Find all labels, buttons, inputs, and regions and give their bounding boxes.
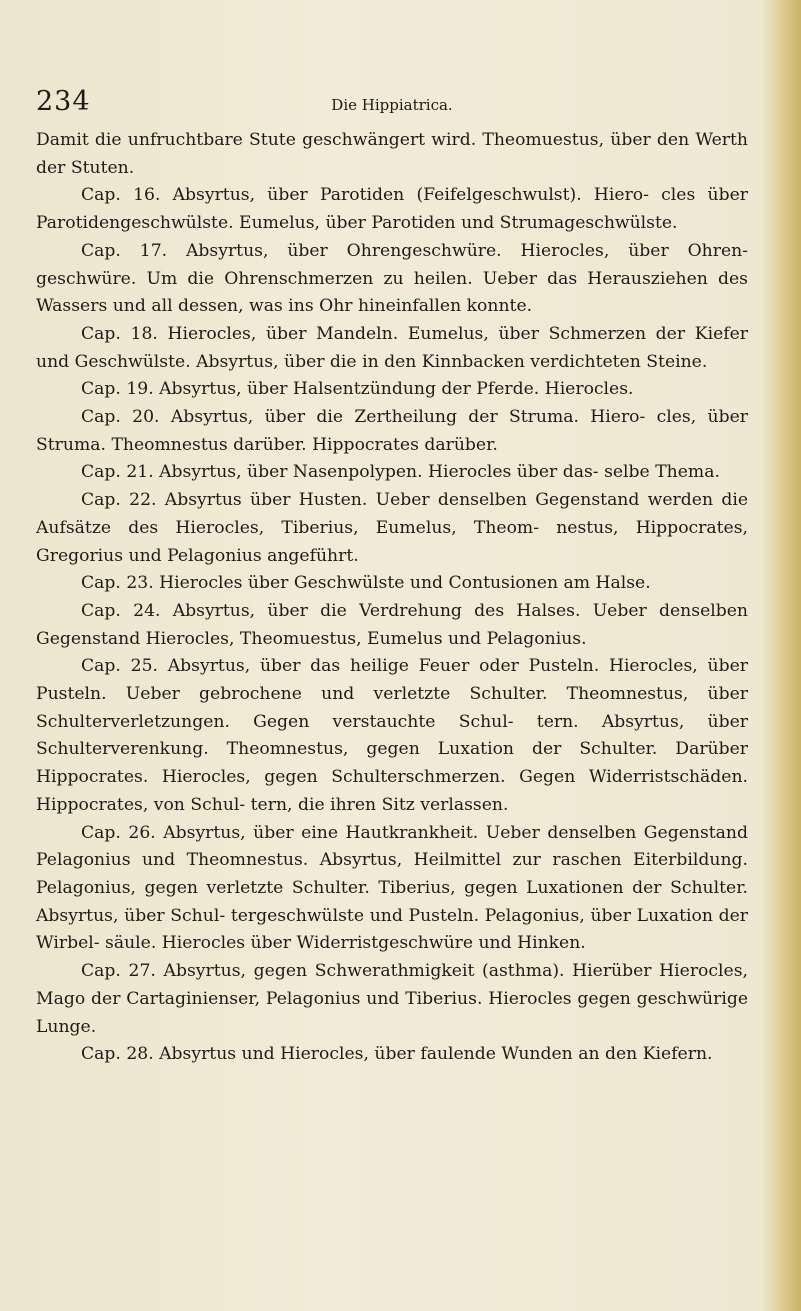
paragraph-cap-16: Cap. 16. Absyrtus, über Parotiden (Feifelgeschwulst). Hiero- cles über Parotidengeschwülste. Eumelus, über Parotiden und Strumageschwülste.: [36, 185, 748, 234]
paragraph-cap-19: Cap. 19. Absyrtus, über Halsentzündung der Pferde. Hierocles.: [81, 379, 634, 400]
paragraph-cap-22: Cap. 22. Absyrtus über Husten. Ueber denselben Gegenstand werden die Aufsätze des Hierocles, Tiberius, Eumelus, Theom- nestus, Hippocrates, Gregorius und Pelagonius angeführt.: [36, 490, 748, 566]
paragraph-cap-17: Cap. 17. Absyrtus, über Ohrengeschwüre. Hierocles, über Ohren- geschwüre. Um die Ohrenschmerzen zu heilen. Ueber das Herausziehen des Wassers und all dessen, was ins Ohr hineinfallen konnte.: [36, 240, 748, 317]
paragraph-continuation: Damit die unfruchtbare Stute geschwängert wird. Theomuestus, über den Werth der Stuten.: [36, 130, 748, 178]
paragraph-cap-24: Cap. 24. Absyrtus, über die Verdrehung des Halses. Ueber denselben Gegenstand Hierocles, Theomuestus, Eumelus und Pelagonius.: [36, 600, 748, 649]
paragraph-cap-28: Cap. 28. Absyrtus und Hierocles, über faulende Wunden an den Kiefern.: [81, 1044, 713, 1065]
paragraph-cap-26: Cap. 26. Absyrtus, über eine Hautkrankheit. Ueber denselben Gegenstand Pelagonius und Theomnestus. Absyrtus, Heilmittel zur raschen Eiterbildung. Pelagonius, gegen verletzte Schulter. Tiberius, gegen Luxationen der Schulter. Absyrtus, über Schul- tergeschwülste und Pusteln. Pelagonius, über Luxation der Wirbel- säule. Hierocles über Widerristgeschwüre und Hinken.: [36, 822, 748, 954]
paragraph-cap-23: Cap. 23. Hierocles über Geschwülste und Contusionen am Halse.: [81, 573, 651, 594]
paragraph-cap-18: Cap. 18. Hierocles, über Mandeln. Eumelus, über Schmerzen der Kiefer und Geschwülste. Absyrtus, über die in den Kinnbacken verdichteten Steine.: [36, 323, 748, 372]
paragraph-cap-25: Cap. 25. Absyrtus, über das heilige Feuer oder Pusteln. Hierocles, über Pusteln. Ueber gebrochene und verletzte Schulter. Theomnestus, über Schulterverletzungen. Gegen verstauchte Schul- tern. Absyrtus, über Schulterverenkung. Theomnestus, gegen Luxation der Schulter. Darüber Hippocrates. Hierocles, gegen Schulterschmerzen. Gegen Widerristschäden. Hippocrates, von Schul- tern, die ihren Sitz verlassen.: [36, 656, 748, 815]
page-header: [36, 86, 748, 120]
paragraph-cap-27: Cap. 27. Absyrtus, gegen Schwerathmigkeit (asthma). Hierüber Hierocles, Mago der Cartaginienser, Pelagonius und Tiberius. Hierocles gegen geschwürige Lunge.: [36, 961, 748, 1037]
paragraph-cap-20: Cap. 20. Absyrtus, über die Zertheilung der Struma. Hiero- cles, über Struma. Theomnestus darüber. Hippocrates darüber.: [36, 407, 748, 455]
paragraph-cap-21: Cap. 21. Absyrtus, über Nasenpolypen. Hierocles über das- selbe Thema.: [81, 462, 720, 483]
page-number: 234: [36, 86, 91, 117]
body-text: [36, 127, 748, 1069]
running-title: Die Hippiatrica.: [331, 96, 453, 114]
